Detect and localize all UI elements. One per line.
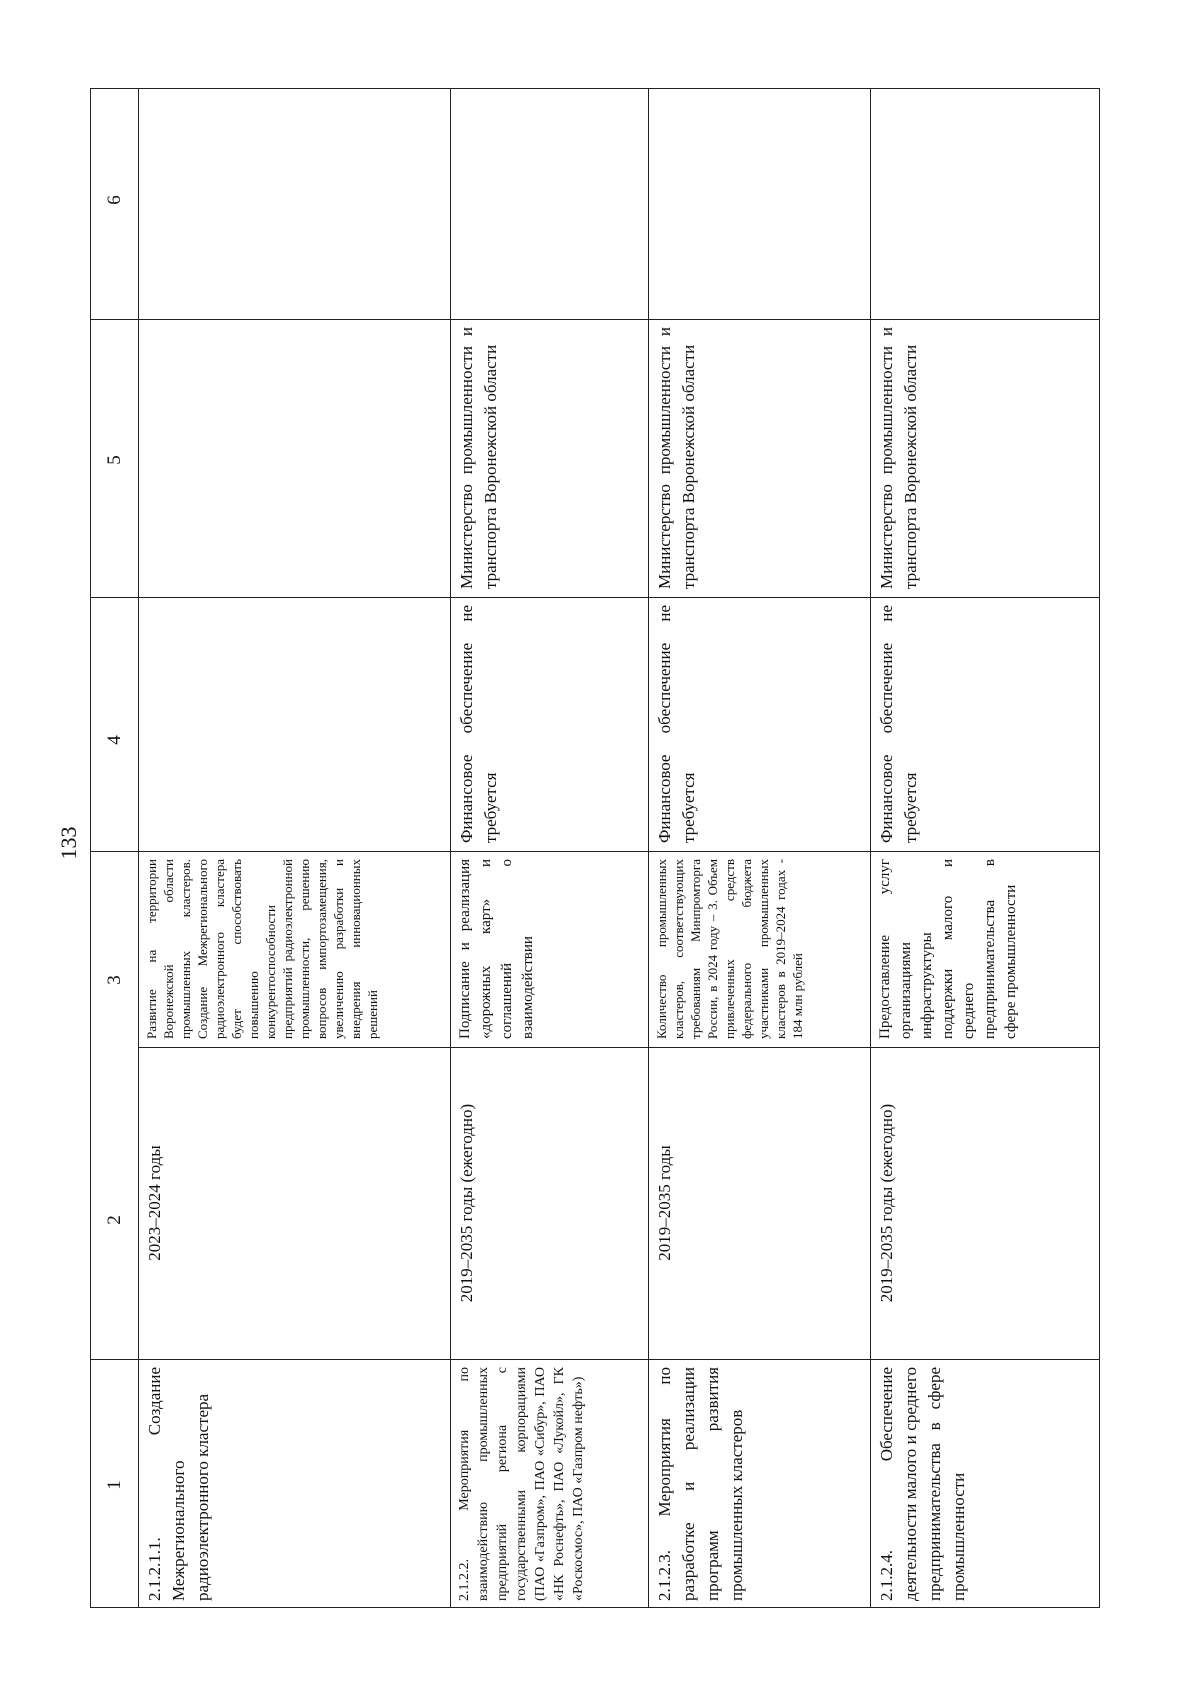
cell-period: 2019–2035 годы (ежегодно)	[877, 1103, 896, 1303]
cell-measure: 2.1.2.3. Мероприятия по разработке и реализации программ развития промышленных кластеров	[655, 1367, 746, 1601]
table-row	[649, 89, 871, 1607]
page-number: 133	[56, 826, 81, 860]
cell-measure: 2.1.2.1.1. Создание Межрегионального радиоэлектронного кластера	[145, 1367, 212, 1601]
cell-executor: Министерство промышленности и транспорта Воронежской области	[655, 327, 698, 589]
column-number-1: 1	[104, 1480, 125, 1490]
rotated-table	[90, 88, 1100, 1608]
table-row	[139, 89, 451, 1607]
cell-executor: Министерство промышленности и транспорта Воронежской области	[457, 327, 500, 589]
cell-financing: Финансовое обеспечение не требуется	[655, 605, 698, 843]
cell-indicators: Количество промышленных кластеров, соответствующих требованиям Минпромторга России, в 2024 году – 3. Объем привлеченных средств федерального бюджета участниками промышленных кластеров в 2019–2024 годах - 184 млн рублей	[654, 859, 805, 1039]
column-number-2: 2	[104, 1215, 125, 1225]
cell-measure: 2.1.2.2. Мероприятия по взаимодействию промышленных предприятий региона с государственными корпорациями (ПАО «Газпром», ПАО «Сибур», ПАО «НК Роснефть», ПАО «Лукойл», ГК «Роскосмос», ПАО «Газпром нефть»)	[457, 1367, 586, 1601]
column-number-band	[91, 89, 139, 1607]
column-number-4: 4	[104, 735, 125, 745]
cell-indicators: Развитие на территории Воронежской области промышленных кластеров. Создание Межрегионального радиоэлектронного кластера будет способствовать повышению конкурентоспособности предприятий радиоэлектронной промышленности, решению вопросов импортозамещения, увеличению разработки и внедрения инновационных решений	[144, 859, 380, 1039]
cell-executor: Министерство промышленности и транспорта Воронежской области	[877, 327, 920, 589]
cell-indicators: Подписание и реализация «дорожных карт» и соглашений о взаимодействии	[457, 859, 536, 1039]
table-row	[451, 89, 649, 1607]
cell-measure: 2.1.2.4. Обеспечение деятельности малого и среднего предпринимательства в сфере промышленности	[877, 1367, 968, 1601]
column-number-5: 5	[104, 455, 125, 465]
cell-period: 2019–2035 годы (ежегодно)	[457, 1103, 476, 1303]
cell-financing: Финансовое обеспечение не требуется	[457, 605, 500, 843]
cell-indicators: Предоставление услуг организациями инфраструктуры поддержки малого и среднего предпринимательства в сфере промышленности	[877, 859, 1019, 1039]
table-row	[871, 89, 1101, 1607]
cell-period: 2019–2035 годы	[655, 1145, 674, 1261]
cell-financing: Финансовое обеспечение не требуется	[877, 605, 920, 843]
cell-period: 2023–2024 годы	[145, 1145, 164, 1261]
column-number-6: 6	[104, 195, 125, 205]
column-number-3: 3	[104, 975, 125, 985]
